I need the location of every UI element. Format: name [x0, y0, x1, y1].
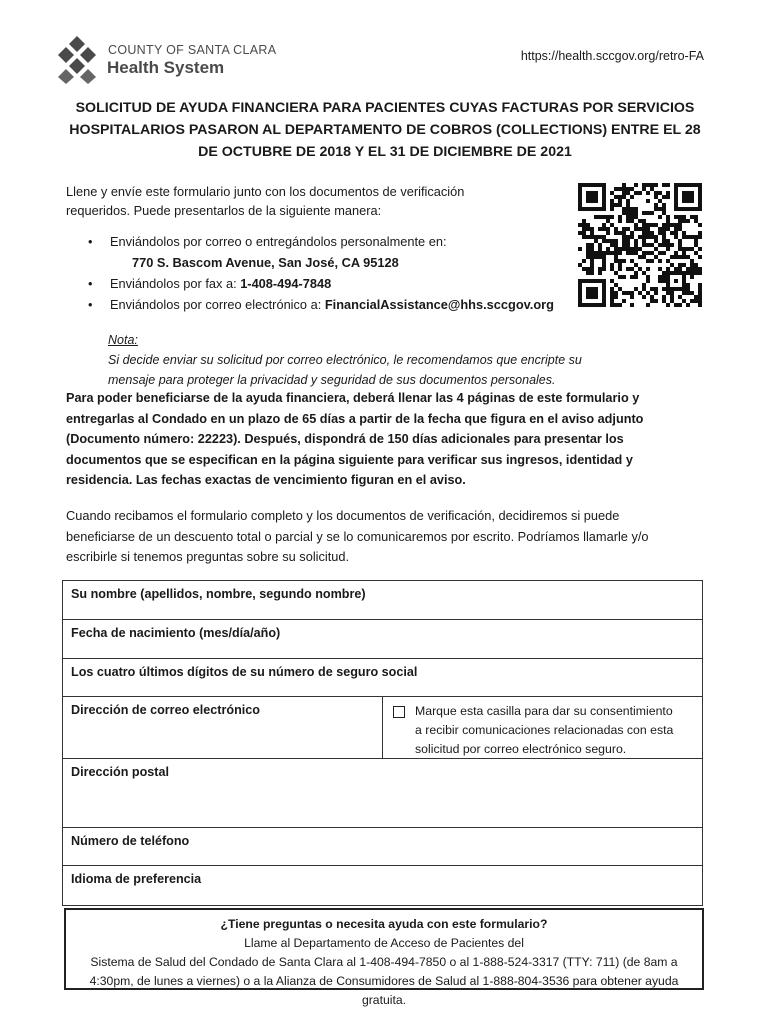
consent-line: a recibir comunicaciones relacionadas con esta — [415, 723, 674, 737]
bullet-dot-icon: • — [88, 276, 93, 291]
email-row — [63, 697, 702, 759]
ssn-field[interactable] — [63, 659, 702, 697]
paragraph-line: (Documento número: 22223). Después, dispondrá de 150 días adicionales para presentar los — [66, 432, 624, 446]
paragraph-line: beneficiarse de un descuento total o parcial y se lo comunicaremos por escrito. Podríamos llamarle y/o — [66, 528, 649, 544]
dob-field[interactable] — [63, 620, 702, 659]
name-field[interactable] — [63, 581, 702, 620]
deadline-paragraph — [66, 388, 706, 491]
help-line: gratuita. — [361, 993, 407, 1007]
paragraph-line: Para poder beneficiarse de la ayuda financiera, deberá llenar las 4 páginas de este formulario y — [66, 391, 640, 405]
fax-number: 1-408-494-7848 — [240, 276, 332, 291]
postal-field-label: Dirección postal — [71, 765, 169, 779]
county-logo — [52, 34, 292, 84]
name-field-label: Su nombre (apellidos, nombre, segundo nombre) — [71, 587, 366, 601]
email-address-link[interactable]: FinancialAssistance@hhs.sccgov.org — [324, 297, 554, 312]
diamond-cluster-logo-icon — [52, 34, 102, 84]
paragraph-line: entregarlas al Condado en un plazo de 65 días a partir de la fecha que figura en el aviso adjunto — [66, 411, 644, 426]
consent-line: solicitud por correo electrónico seguro. — [415, 742, 627, 756]
paragraph-line: residencia. Las fechas exactas de vencimiento figuran en el aviso. — [66, 473, 466, 487]
applicant-info-form — [62, 580, 703, 906]
bullet-dot-icon: • — [88, 297, 93, 312]
checkbox-icon[interactable] — [393, 706, 405, 718]
note-label: Nota: — [108, 333, 138, 347]
email-field-label: Dirección de correo electrónico — [71, 703, 260, 717]
note-line: mensaje para proteger la privacidad y seguridad de sus documentos personales. — [108, 373, 556, 387]
postal-address-field[interactable] — [63, 759, 702, 828]
intro-line: requeridos. Puede presentarlos de la siguiente manera: — [66, 203, 382, 218]
fax-method-label: Enviándolos por fax a: — [110, 276, 241, 291]
dob-field-label: Fecha de nacimiento (mes/día/año) — [71, 626, 281, 640]
help-lead: ¿Tiene preguntas o necesita ayuda con este formulario? — [220, 917, 548, 931]
header-url[interactable]: https://health.sccgov.org/retro-FA — [520, 49, 704, 63]
email-consent — [393, 702, 698, 759]
paragraph-line: Cuando recibamos el formulario completo y los documentos de verificación, decidiremos si puede — [66, 508, 620, 523]
note-line — [108, 330, 688, 370]
language-field[interactable] — [63, 866, 702, 905]
consent-line: Marque esta casilla para dar su consentimiento — [415, 704, 673, 718]
email-method-label: Enviándolos por correo electrónico a: — [110, 297, 325, 312]
help-line: Sistema de Salud del Condado de Santa Clara al 1-408-494-7850 o al 1-888-524-3317 (TTY: 711) (de 8am a — [90, 955, 678, 969]
intro-line: Llene y envíe este formulario junto con los documentos de verificación — [66, 184, 465, 199]
title-line: DE OCTUBRE DE 2018 Y EL 31 DE DICIEMBRE DE 2021 — [198, 144, 572, 160]
help-text: Llame al Departamento de Acceso de Pacientes del — [244, 936, 524, 950]
phone-field-label: Número de teléfono — [71, 834, 190, 848]
list-item — [86, 231, 606, 273]
title-line: HOSPITALARIOS PASARON AL DEPARTAMENTO DE COBROS (COLLECTIONS) ENTRE EL 28 — [69, 122, 701, 138]
submission-methods-list — [86, 231, 606, 315]
title-line: SOLICITUD DE AYUDA FINANCIERA PARA PACIENTES CUYAS FACTURAS POR SERVICIOS — [75, 100, 695, 116]
list-item — [86, 273, 606, 294]
phone-field[interactable] — [63, 828, 702, 866]
document-title — [40, 97, 730, 163]
encryption-note — [108, 330, 688, 390]
note-text: Si decide enviar su solicitud por correo electrónico, le recomendamos que encripte su — [108, 353, 582, 367]
ssn-field-label: Los cuatro últimos dígitos de su número de seguro social — [71, 665, 418, 679]
bullet-dot-icon: • — [88, 234, 93, 249]
language-field-label: Idioma de preferencia — [71, 872, 202, 886]
org-name-line2: Health System — [107, 58, 225, 77]
help-line: 4:30pm, de lunes a viernes) o a la Alianza de Consumidores de Salud al 1-888-804-3536 para obtener ayuda — [89, 974, 679, 988]
mail-method-label: Enviándolos por correo o entregándolos personalmente en: — [110, 234, 447, 249]
intro-text — [66, 182, 566, 220]
column-divider — [382, 697, 383, 758]
paragraph-line: escribirle si tenemos preguntas sobre su solicitud. — [66, 549, 350, 564]
decision-paragraph — [66, 506, 706, 568]
org-name-line1: COUNTY OF SANTA CLARA — [108, 43, 277, 57]
help-box — [64, 908, 704, 1007]
help-line — [66, 915, 702, 953]
mail-address: 770 S. Bascom Avenue, San José, CA 95128 — [132, 255, 399, 270]
list-item — [86, 294, 606, 315]
paragraph-line: documentos que se especifican en la página siguiente para verificar sus ingresos, identidad y — [66, 452, 633, 467]
